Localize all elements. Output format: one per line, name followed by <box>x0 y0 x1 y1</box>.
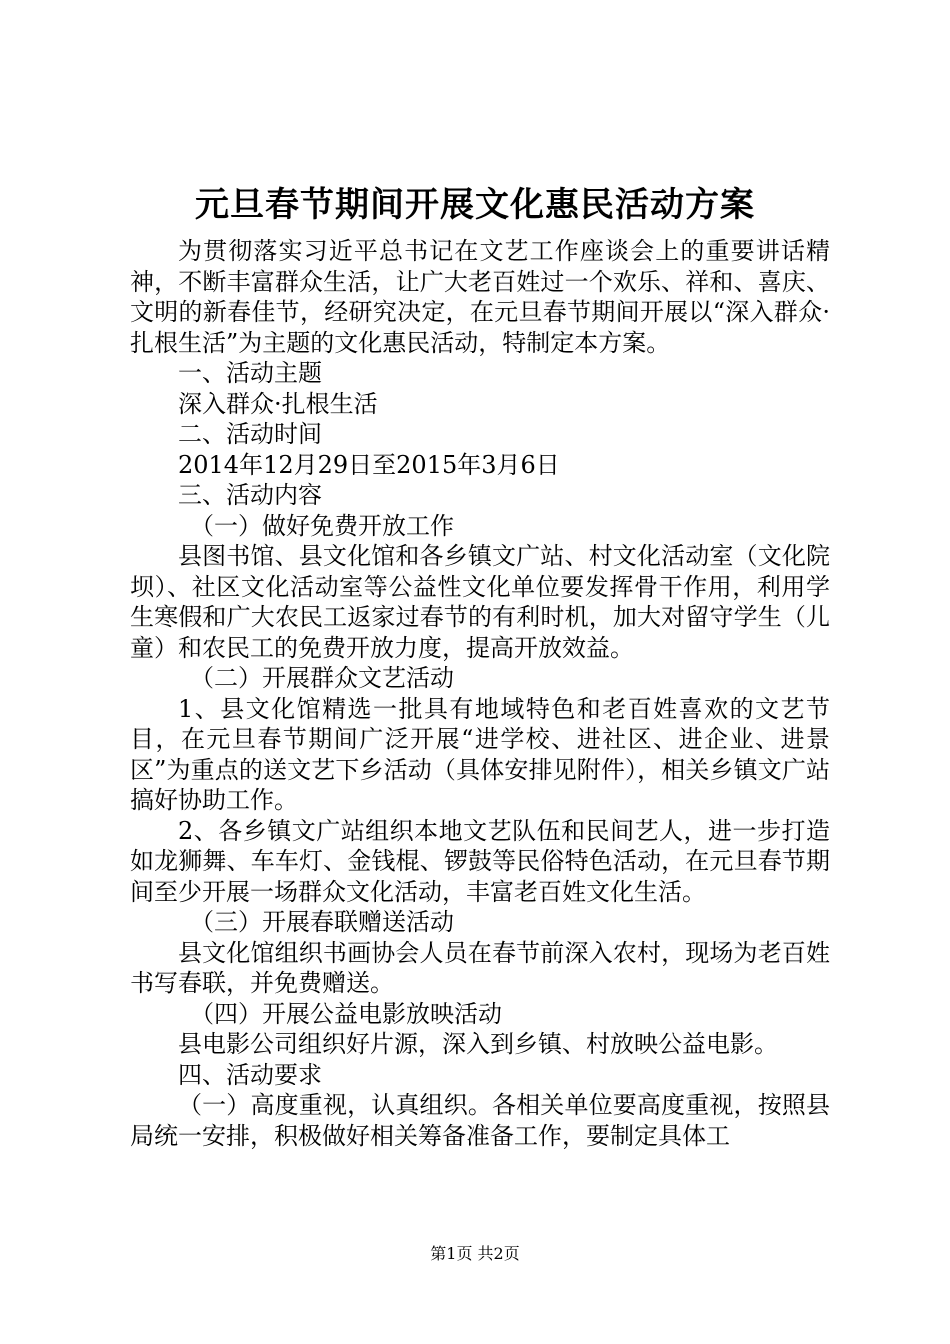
paragraph: 2014年12月29日至2015年3月6日 <box>178 450 560 479</box>
paragraph: 县电影公司组织好片源，深入到乡镇、村放映公益电影。 <box>178 1030 778 1058</box>
document-title: 元旦春节期间开展文化惠民活动方案 <box>195 185 755 225</box>
document-body <box>130 236 830 1151</box>
page-number-footer: 第1页 共2页 <box>430 1244 520 1263</box>
subsection-heading: （一）做好免费开放工作 <box>190 511 454 540</box>
section-heading: 三、活动内容 <box>178 481 322 509</box>
section-heading: 二、活动时间 <box>178 420 322 448</box>
paragraph: 县文化馆组织书画协会人员在春节前深入农村，现场为老百姓书写春联，并免费赠送。 <box>130 938 830 997</box>
section-heading: 四、活动要求 <box>178 1060 322 1089</box>
paragraph: 县图书馆、县文化馆和各乡镇文广站、村文化活动室（文化院坝）、社区文化活动室等公益性文化单位要发挥骨干作用，利用学生寒假和广大农民工返家过春节的有利时机，加大对留守学生（儿童）和农民工的免费开放力度，提高开放效益。 <box>130 542 830 662</box>
subsection-heading: （三）开展春联赠送活动 <box>190 908 454 936</box>
paragraph: 2、各乡镇文广站组织本地文艺队伍和民间艺人，进一步打造如龙狮舞、车车灯、金钱棍、锣鼓等民俗特色活动，在元旦春节期间至少开展一场群众文化活动，丰富老百姓文化生活。 <box>130 816 830 906</box>
paragraph: 深入群众·扎根生活 <box>178 389 378 418</box>
section-heading: 一、活动主题 <box>178 359 322 387</box>
subsection-heading: （二）开展群众文艺活动 <box>190 664 454 692</box>
subsection-heading: （四）开展公益电影放映活动 <box>190 999 502 1028</box>
paragraph: （一）高度重视，认真组织。各相关单位要高度重视，按照县局统一安排，积极做好相关筹备准备工作，要制定具体工 <box>130 1091 830 1150</box>
paragraph: 1、县文化馆精选一批具有地域特色和老百姓喜欢的文艺节目，在元旦春节期间广泛开展“进学校、进社区、进企业、进景区”为重点的送文艺下乡活动（具体安排见附件），相关乡镇文广站搞好协助工作。 <box>130 694 830 814</box>
intro-paragraph: 为贯彻落实习近平总书记在文艺工作座谈会上的重要讲话精神，不断丰富群众生活，让广大老百姓过一个欢乐、祥和、喜庆、文明的新春佳节，经研究决定，在元旦春节期间开展以“深入群众·扎根生活”为主题的文化惠民活动，特制定本方案。 <box>130 237 830 357</box>
